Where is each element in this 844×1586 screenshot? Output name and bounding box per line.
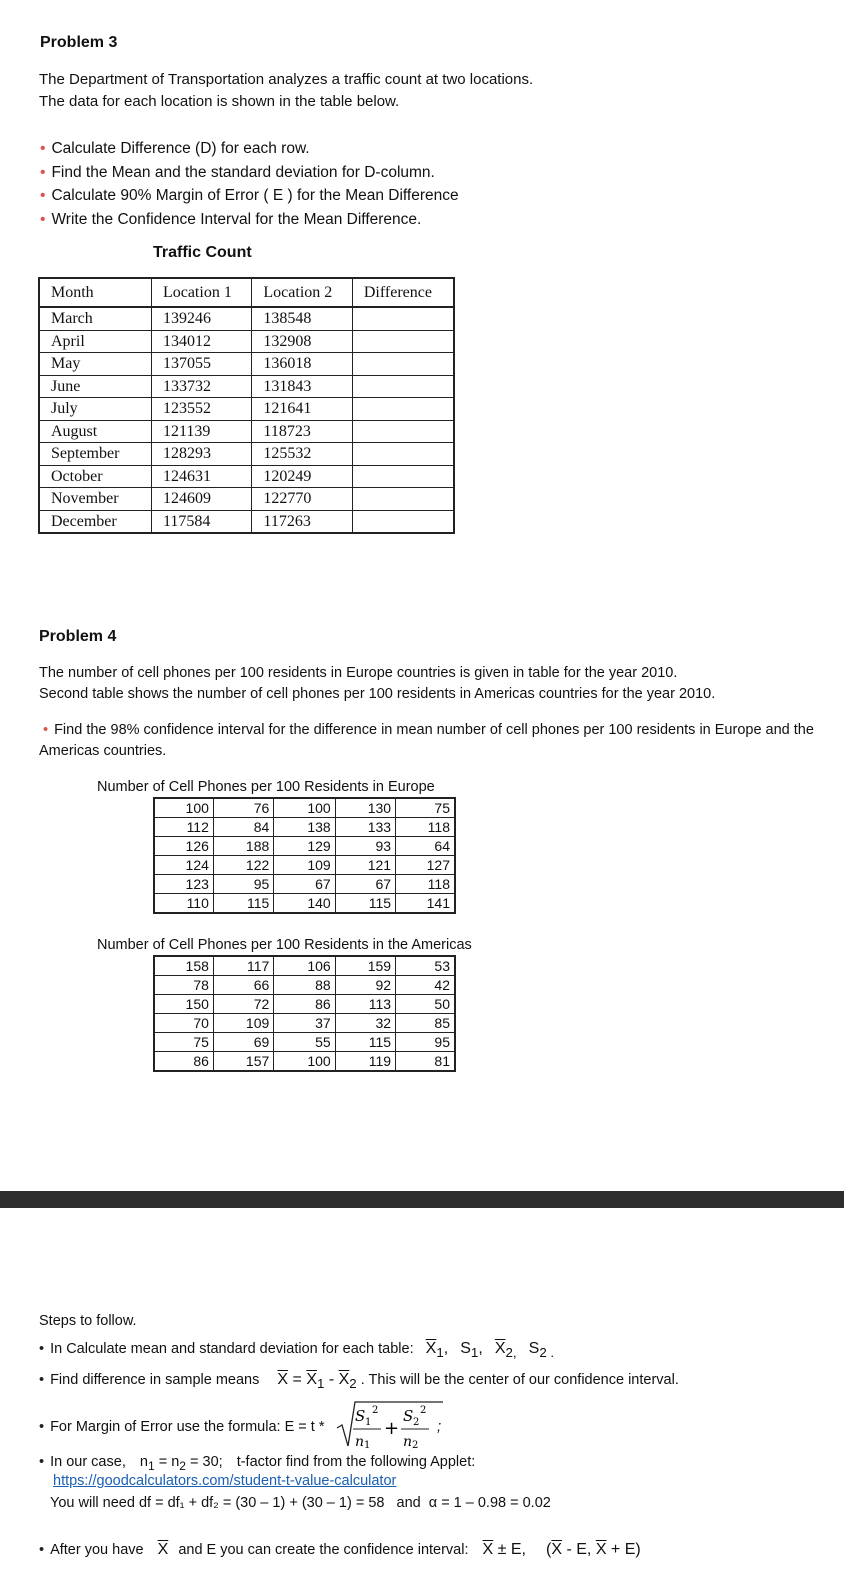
europe-cell: 67 [274, 875, 335, 894]
traffic-table-caption: Traffic Count [153, 244, 252, 261]
symbol-confidence-interval: ($\overline{X}$ - E, $\overline{X} + E$) [546, 1541, 641, 1558]
americas-table [153, 955, 456, 1072]
table-row: May 137055 136018 [39, 353, 454, 376]
europe-cell: 109 [274, 856, 335, 875]
americas-cell: 53 [396, 956, 455, 976]
svg-text:n: n [403, 1434, 413, 1450]
europe-cell: 188 [213, 837, 273, 856]
problem4-intro-line1: The number of cell phones per 100 residents in Europe countries is given in table for the year 2010. [39, 665, 678, 681]
bullet-icon: • [39, 1341, 45, 1357]
svg-text:S: S [355, 1407, 366, 1425]
americas-cell: 85 [396, 1014, 455, 1033]
t-value-calculator-link[interactable]: https://goodcalculators.com/student-t-value-calculator [53, 1473, 397, 1489]
americas-cell: 158 [154, 956, 213, 976]
symbol-s1: $S_1$, [460, 1340, 483, 1361]
americas-cell: 86 [154, 1052, 213, 1072]
europe-cell: 115 [335, 894, 395, 914]
table-row: July 123552 121641 [39, 398, 454, 421]
americas-cell: 115 [335, 1033, 395, 1052]
symbol-s2: $S_{2 .}$ [528, 1340, 555, 1361]
americas-cell: 70 [154, 1014, 213, 1033]
page-divider [0, 1191, 844, 1208]
table-row [154, 1052, 455, 1072]
table-row [154, 1014, 455, 1033]
svg-text:2: 2 [412, 1440, 419, 1450]
table-row: March 139246 138548 [39, 307, 454, 330]
difference-cell [352, 420, 454, 443]
europe-cell: 126 [154, 837, 213, 856]
americas-cell: 109 [213, 1014, 273, 1033]
table-row: December 117584 117263 [39, 510, 454, 533]
difference-cell [352, 443, 454, 466]
table-row: August 121139 118723 [39, 420, 454, 443]
americas-cell: 159 [335, 956, 395, 976]
svg-text:+: + [384, 1418, 400, 1439]
americas-cell: 88 [274, 976, 335, 995]
americas-cell: 92 [335, 976, 395, 995]
americas-cell: 86 [274, 995, 335, 1014]
americas-cell: 113 [335, 995, 395, 1014]
column-header: Location 1 [151, 278, 251, 307]
table-row [154, 837, 455, 856]
americas-table-caption: Number of Cell Phones per 100 Residents in the Americas [97, 937, 472, 953]
europe-cell: 138 [274, 818, 335, 837]
symbol-xbar: $\overline{X}$ [157, 1541, 169, 1558]
problem4-bullet: • Find the 98% confidence interval for the difference in mean number of cell phones per 100 residents in Europe and the Americas countries. [39, 722, 814, 759]
steps-heading: Steps to follow. [39, 1313, 137, 1329]
table-row [154, 798, 455, 818]
step-3: • For Margin of Error use the formula: E = t * [39, 1419, 325, 1435]
table-row [154, 894, 455, 914]
europe-cell: 100 [154, 798, 213, 818]
step-1: • In Calculate mean and standard deviation for each table: $\overline{X}_1$, $S_1$, $\overline{X}_{2,}$ $S_{2 .}$ [39, 1340, 555, 1361]
table-row: September 128293 125532 [39, 443, 454, 466]
americas-cell: 78 [154, 976, 213, 995]
europe-cell: 67 [335, 875, 395, 894]
traffic-table [38, 277, 455, 534]
svg-text:S: S [403, 1407, 414, 1425]
bullet-icon: • [39, 1372, 45, 1388]
americas-cell: 95 [396, 1033, 455, 1052]
americas-cell: 50 [396, 995, 455, 1014]
americas-cell: 75 [154, 1033, 213, 1052]
table-row [154, 818, 455, 837]
europe-cell: 118 [396, 875, 455, 894]
europe-table-caption: Number of Cell Phones per 100 Residents in Europe [97, 779, 435, 795]
table-row [154, 995, 455, 1014]
europe-cell: 133 [335, 818, 395, 837]
bullet-icon: • [39, 1454, 45, 1470]
europe-cell: 64 [396, 837, 455, 856]
symbol-x1bar: $\overline{X}_1$, [425, 1340, 449, 1361]
europe-cell: 93 [335, 837, 395, 856]
americas-cell: 69 [213, 1033, 273, 1052]
europe-cell: 84 [213, 818, 273, 837]
americas-cell: 117 [213, 956, 273, 976]
bullet-icon: • [39, 1419, 45, 1435]
table-row [154, 1033, 455, 1052]
americas-cell: 42 [396, 976, 455, 995]
svg-text:2: 2 [372, 1405, 379, 1416]
bullet-icon: • [40, 140, 46, 157]
bullet-icon: • [40, 210, 46, 228]
europe-cell: 110 [154, 894, 213, 914]
europe-cell: 95 [213, 875, 273, 894]
problem3-bullets [40, 137, 459, 231]
bullet-icon: • [40, 163, 46, 181]
symbol-xbar-pm-e: $\overline{X} \pm E$, [482, 1541, 526, 1558]
europe-cell: 122 [213, 856, 273, 875]
table-row: April 134012 132908 [39, 330, 454, 353]
europe-cell: 100 [274, 798, 335, 818]
table-header-row [39, 278, 454, 307]
problem3-intro-line2: The data for each location is shown in the table below. [39, 93, 400, 110]
column-header: Month [39, 278, 151, 307]
americas-cell: 72 [213, 995, 273, 1014]
step-5: • After you have $\overline{X}$ and E you can create the confidence interval: $\overline{X} \pm E$, ($\overline{X}$ - E, $\overline{X} + E$) [39, 1541, 641, 1558]
americas-cell: 157 [213, 1052, 273, 1072]
problem3-intro [39, 69, 533, 113]
problem4-intro [39, 663, 715, 705]
europe-cell: 140 [274, 894, 335, 914]
americas-cell: 81 [396, 1052, 455, 1072]
svg-text:2: 2 [413, 1417, 420, 1428]
difference-cell [352, 488, 454, 511]
svg-text:2: 2 [420, 1405, 427, 1416]
difference-cell [352, 375, 454, 398]
df-line: You will need df = df₁ + df₂ = (30 – 1) + (30 – 1) = 58 and α = 1 – 0.98 = 0.02 [50, 1495, 551, 1511]
americas-cell: 150 [154, 995, 213, 1014]
svg-text:n: n [355, 1434, 365, 1450]
europe-cell: 123 [154, 875, 213, 894]
americas-cell: 32 [335, 1014, 395, 1033]
europe-cell: 127 [396, 856, 455, 875]
americas-cell: 37 [274, 1014, 335, 1033]
bullet-icon: • [39, 1542, 45, 1558]
table-row [154, 976, 455, 995]
margin-of-error-formula [335, 1398, 445, 1450]
difference-cell [352, 398, 454, 421]
europe-cell: 75 [396, 798, 455, 818]
americas-cell: 119 [335, 1052, 395, 1072]
americas-cell: 106 [274, 956, 335, 976]
symbol-x2bar: $\overline{X}_{2,}$ [494, 1340, 517, 1361]
table-row: June 133732 131843 [39, 375, 454, 398]
difference-cell [352, 465, 454, 488]
europe-cell: 121 [335, 856, 395, 875]
problem4-intro-line2: Second table shows the number of cell phones per 100 residents in Americas countries for the year 2010. [39, 686, 716, 702]
svg-text:1: 1 [365, 1417, 372, 1428]
americas-cell: 100 [274, 1052, 335, 1072]
difference-cell [352, 307, 454, 330]
column-header: Location 2 [252, 278, 352, 307]
europe-cell: 130 [335, 798, 395, 818]
difference-cell [352, 353, 454, 376]
column-header: Difference [352, 278, 454, 307]
difference-cell [352, 510, 454, 533]
table-row: October 124631 120249 [39, 465, 454, 488]
europe-table [153, 797, 456, 914]
step-2: • Find difference in sample means $\overline{X} = \overline{X}_1 - \overline{X}_2$ . This will be the center of our confidence interval. [39, 1371, 679, 1392]
europe-cell: 112 [154, 818, 213, 837]
table-row: November 124609 122770 [39, 488, 454, 511]
list-item: • Write the Confidence Interval for the Mean Difference. [40, 210, 422, 228]
europe-cell: 118 [396, 818, 455, 837]
list-item: • Calculate 90% Margin of Error ( E ) for the Mean Difference [40, 187, 459, 204]
americas-cell: 66 [213, 976, 273, 995]
formula-semicolon: ; [437, 1418, 442, 1435]
svg-text:1: 1 [364, 1440, 371, 1450]
problem3-title: Problem 3 [40, 34, 118, 51]
europe-cell: 129 [274, 837, 335, 856]
list-item: • Find the Mean and the standard deviation for D-column. [40, 163, 435, 181]
table-row [154, 856, 455, 875]
europe-cell: 124 [154, 856, 213, 875]
europe-cell: 141 [396, 894, 455, 914]
symbol-difference-formula: $\overline{X} = \overline{X}_1 - \overline{X}_2$ [277, 1371, 357, 1392]
bullet-icon: • [43, 722, 49, 738]
americas-cell: 55 [274, 1033, 335, 1052]
table-row [154, 956, 455, 976]
problem4-title: Problem 4 [39, 628, 117, 645]
step-4: • In our case, $n_1 = n_2 = 30$; t-factor find from the following Applet: [39, 1454, 476, 1473]
symbol-n-equal: $n_1 = n_2 = 30$; [139, 1454, 223, 1473]
bullet-icon: • [40, 187, 46, 204]
difference-cell [352, 330, 454, 353]
europe-cell: 76 [213, 798, 273, 818]
problem3-intro-line1: The Department of Transportation analyzes a traffic count at two locations. [39, 71, 534, 88]
list-item: • Calculate Difference (D) for each row. [40, 140, 310, 157]
table-row [154, 875, 455, 894]
europe-cell: 115 [213, 894, 273, 914]
